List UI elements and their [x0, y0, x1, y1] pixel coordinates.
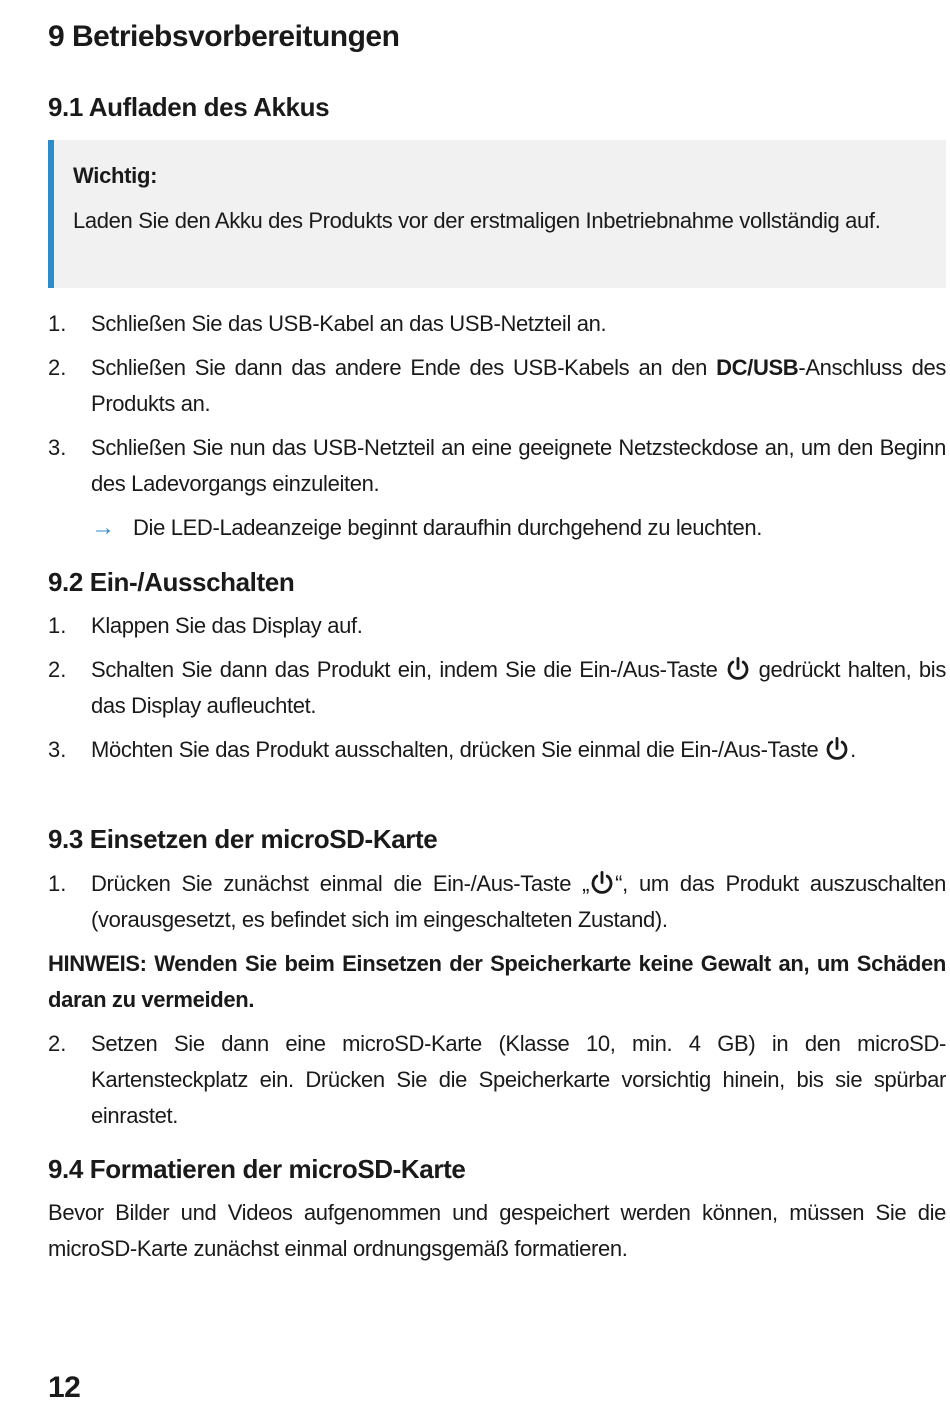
- connector-label: DC/USB: [716, 355, 799, 380]
- section-body-text: Bevor Bilder und Videos aufgenommen und gespeichert werden können, müssen Sie die microSD-Karte zunächst einmal ordnungsgemäß formatieren.: [48, 1200, 946, 1261]
- list-text: Klappen Sie das Display auf.: [91, 613, 363, 638]
- callout-text: Laden Sie den Akku des Produkts vor der erstmaligen Inbetriebnahme vollständig auf.: [73, 208, 881, 233]
- chapter-title: 9 Betriebsvorbereitungen: [48, 20, 400, 53]
- list-text-part: gedrückt halten, bis das Display aufleuchtet.: [91, 657, 946, 718]
- list-text: [91, 652, 946, 724]
- section-title-9-1: 9.1 Aufladen des Akkus: [48, 92, 330, 122]
- power-icon: [824, 736, 850, 762]
- important-callout: [48, 140, 946, 288]
- list-number: 1.: [48, 613, 67, 638]
- arrow-right-icon: →: [91, 514, 115, 541]
- list-text: Setzen Sie dann eine microSD-Karte (Klasse 10, min. 4 GB) in den microSD-Kartensteckplatz ein. Drücken Sie die Speicherkarte vorsichtig hinein, bis sie spürbar einrastet.: [91, 1031, 946, 1128]
- list-number: 2.: [48, 657, 67, 682]
- list-number: 1.: [48, 871, 67, 896]
- list-text-part: -Anschluss des Produkts an.: [91, 355, 946, 416]
- section-title-9-2: 9.2 Ein-/Ausschalten: [48, 567, 295, 597]
- result-text: Die LED-Ladeanzeige beginnt daraufhin durchgehend zu leuchten.: [133, 515, 762, 540]
- page-number: 12: [48, 1371, 81, 1404]
- list-text: [91, 866, 946, 938]
- list-number: 3.: [48, 435, 67, 460]
- list-text-part: Schließen Sie dann das andere Ende des USB-Kabels an den: [91, 355, 717, 380]
- list-number: 3.: [48, 737, 67, 762]
- list-text: Schließen Sie nun das USB-Netzteil an eine geeignete Netzsteckdose an, um den Beginn des Ladevorgangs einzuleiten.: [91, 435, 946, 496]
- list-text-part: “, um das Produkt auszuschalten (vorausgesetzt, es befindet sich im eingeschalteten Zustand).: [91, 871, 946, 932]
- list-text-part: Schalten Sie dann das Produkt ein, indem Sie die Ein-/Aus-Taste: [91, 657, 726, 682]
- list-text: [91, 732, 946, 768]
- hinweis-note: HINWEIS: Wenden Sie beim Einsetzen der Speicherkarte keine Gewalt an, um Schäden daran zu vermeiden.: [48, 951, 946, 1012]
- list-text: Schließen Sie das USB-Kabel an das USB-Netzteil an.: [91, 311, 607, 336]
- section-title-9-4: 9.4 Formatieren der microSD-Karte: [48, 1154, 466, 1184]
- power-icon: [589, 870, 615, 896]
- section-title-9-3: 9.3 Einsetzen der microSD-Karte: [48, 824, 438, 854]
- list-text: [91, 350, 946, 422]
- list-text-part: .: [850, 737, 856, 762]
- list-number: 1.: [48, 311, 67, 336]
- power-icon: [725, 656, 751, 682]
- callout-label: Wichtig:: [73, 163, 158, 188]
- list-text-part: Möchten Sie das Produkt ausschalten, drücken Sie einmal die Ein-/Aus-Taste: [91, 737, 825, 762]
- list-number: 2.: [48, 1031, 67, 1056]
- list-text-part: Drücken Sie zunächst einmal die Ein-/Aus-Taste „: [91, 871, 590, 896]
- list-number: 2.: [48, 355, 67, 380]
